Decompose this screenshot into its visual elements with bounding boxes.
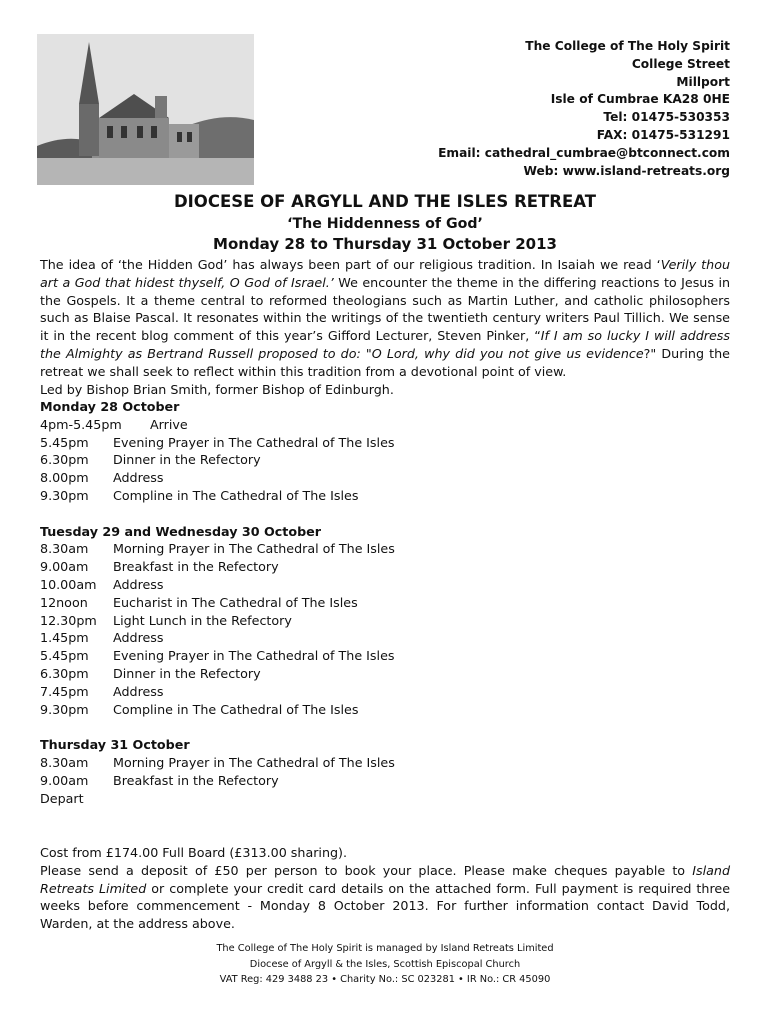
schedule-time: 10.00am xyxy=(40,576,97,592)
intro-text-a: The idea of ‘the Hidden God’ has always been part of our religious tradition. In Isaiah we read ‘ xyxy=(40,257,661,272)
schedule-activity: Morning Prayer in The Cathedral of The Isles xyxy=(113,541,395,557)
intro-section xyxy=(40,256,730,398)
schedule-day xyxy=(40,398,730,505)
schedule-activity: Dinner in the Refectory xyxy=(113,665,261,681)
schedule-row xyxy=(40,701,730,719)
intro-quote-pinker: If I am so lucky I will address the Almighty as Bertrand Russell proposed to do: "O Lord, why did you not give us evidence xyxy=(40,328,730,361)
schedule-activity: Address xyxy=(113,683,164,699)
schedule-activity: Eucharist in The Cathedral of The Isles xyxy=(113,594,358,610)
schedule-activity: Evening Prayer in The Cathedral of The Isles xyxy=(113,648,395,664)
footer-line-registration: VAT Reg: 429 3488 23 • Charity No.: SC 023281 • IR No.: CR 45090 xyxy=(219,974,551,986)
schedule-time: 9.00am xyxy=(40,772,89,788)
schedule-time: 8.30am xyxy=(40,541,89,557)
schedule-day xyxy=(40,523,730,719)
schedule-row xyxy=(40,772,730,790)
email-line[interactable]: Email: cathedral_cumbrae@btconnect.com xyxy=(438,145,730,160)
schedule-activity: Address xyxy=(113,470,164,486)
telephone-line: Tel: 01475-530353 xyxy=(603,110,730,125)
footer xyxy=(40,941,730,988)
led-by-line: Led by Bishop Brian Smith, former Bishop of Edinburgh. xyxy=(40,381,394,397)
schedule-time: 7.45pm xyxy=(40,683,89,699)
website-line[interactable]: Web: www.island-retreats.org xyxy=(523,163,730,178)
intro-text-b: We encounter the theme in the differing reactions to Jesus in the Gospels. It a theme central to reformed theologians such as Martin Luther, and catholic philosophers such as Blaise Pascal. It resonates within the writings of the twentieth century writers Paul Tillich. We sense it in the recent blog comment of this year’s Gifford Lecturer, Steven Pinker, “ xyxy=(40,274,731,344)
schedule-row xyxy=(40,487,730,505)
street-line: College Street xyxy=(631,56,730,71)
schedule-time: 6.30pm xyxy=(40,665,89,681)
schedule-time: 9.30pm xyxy=(40,701,89,717)
schedule-row xyxy=(40,434,730,452)
booking-text-a: Please send a deposit of £50 per person to book your place. Please make cheques payable to xyxy=(40,862,693,878)
college-name: The College of The Holy Spirit xyxy=(525,39,730,53)
schedule-activity: Compline in The Cathedral of The Isles xyxy=(113,701,359,717)
college-address-block xyxy=(438,38,730,180)
cost-line: Cost from £174.00 Full Board (£313.00 sharing). xyxy=(40,845,348,860)
schedule-row xyxy=(40,540,730,558)
schedule-row xyxy=(40,612,730,630)
schedule-activity: Breakfast in the Refectory xyxy=(113,559,279,575)
schedule-time: 4pm-5.45pm xyxy=(40,416,122,432)
footer-line-diocese: Diocese of Argyll & the Isles, Scottish Episcopal Church xyxy=(249,958,521,970)
schedule-time: 5.45pm xyxy=(40,648,89,664)
schedule-activity: Morning Prayer in The Cathedral of The Isles xyxy=(113,754,395,770)
retreat-title: DIOCESE OF ARGYLL AND THE ISLES RETREAT xyxy=(173,192,597,211)
footer-line-management: The College of The Holy Spirit is managed by Island Retreats Limited xyxy=(216,943,554,954)
schedule-activity: Dinner in the Refectory xyxy=(113,452,261,468)
schedule-time: 8.00pm xyxy=(40,470,89,486)
schedule-time: 5.45pm xyxy=(40,434,89,450)
schedule-time: 12.30pm xyxy=(40,612,97,628)
intro-quote-isaiah: Verily thou art a God that hidest thyself, O God of Israel.’ xyxy=(40,257,730,290)
schedule-day xyxy=(40,736,730,807)
schedule-row xyxy=(40,647,730,665)
schedule-activity: Address xyxy=(113,576,164,592)
intro-text-c: ?" During the retreat we shall seek to reflect within this tradition from a devotional point of view. xyxy=(40,345,730,379)
town-line: Millport xyxy=(676,74,730,89)
intro-paragraph xyxy=(40,256,730,381)
schedule-time: 8.30am xyxy=(40,754,89,770)
schedule-row xyxy=(40,576,730,594)
schedule-row xyxy=(40,790,730,808)
day-title: Thursday 31 October xyxy=(40,737,190,753)
schedule-time: 12noon xyxy=(40,594,88,610)
schedule-activity: Breakfast in the Refectory xyxy=(113,772,279,788)
retreat-dates: Monday 28 to Thursday 31 October 2013 xyxy=(213,235,557,253)
day-title: Monday 28 October xyxy=(40,399,180,414)
schedule-row xyxy=(40,665,730,683)
schedule-time: 6.30pm xyxy=(40,452,89,468)
schedule-row xyxy=(40,416,730,434)
day-title: Tuesday 29 and Wednesday 30 October xyxy=(40,523,322,539)
schedule-row xyxy=(40,754,730,772)
booking-text-b: or complete your credit card details on the attached form. Full payment is required three weeks before commencement - Monday 8 October 2013. For further information contact David Todd, Warden, at the address above. xyxy=(40,880,730,932)
schedule-time: Depart xyxy=(40,790,84,806)
schedule-activity: Light Lunch in the Refectory xyxy=(113,612,292,628)
cathedral-photo xyxy=(37,34,254,185)
schedule-activity: Arrive xyxy=(150,416,188,432)
postcode-line: Isle of Cumbrae KA28 0HE xyxy=(550,92,730,107)
schedule-row xyxy=(40,451,730,469)
schedule-row xyxy=(40,683,730,701)
retreat-theme: ‘The Hiddenness of God’ xyxy=(287,216,483,232)
cost-section xyxy=(40,844,730,933)
schedule-time: 1.45pm xyxy=(40,630,89,646)
schedule-time: 9.30pm xyxy=(40,487,89,503)
schedule-activity: Evening Prayer in The Cathedral of The Isles xyxy=(113,434,395,450)
schedule-activity: Compline in The Cathedral of The Isles xyxy=(113,487,359,503)
schedule xyxy=(40,398,730,807)
schedule-row xyxy=(40,558,730,576)
booking-paragraph xyxy=(40,862,730,933)
schedule-row xyxy=(40,469,730,487)
schedule-activity: Address xyxy=(113,630,164,646)
fax-line: FAX: 01475-531291 xyxy=(596,127,730,142)
schedule-row xyxy=(40,594,730,612)
schedule-time: 9.00am xyxy=(40,559,89,575)
schedule-row xyxy=(40,629,730,647)
payee-name: Island Retreats Limited xyxy=(40,862,730,896)
